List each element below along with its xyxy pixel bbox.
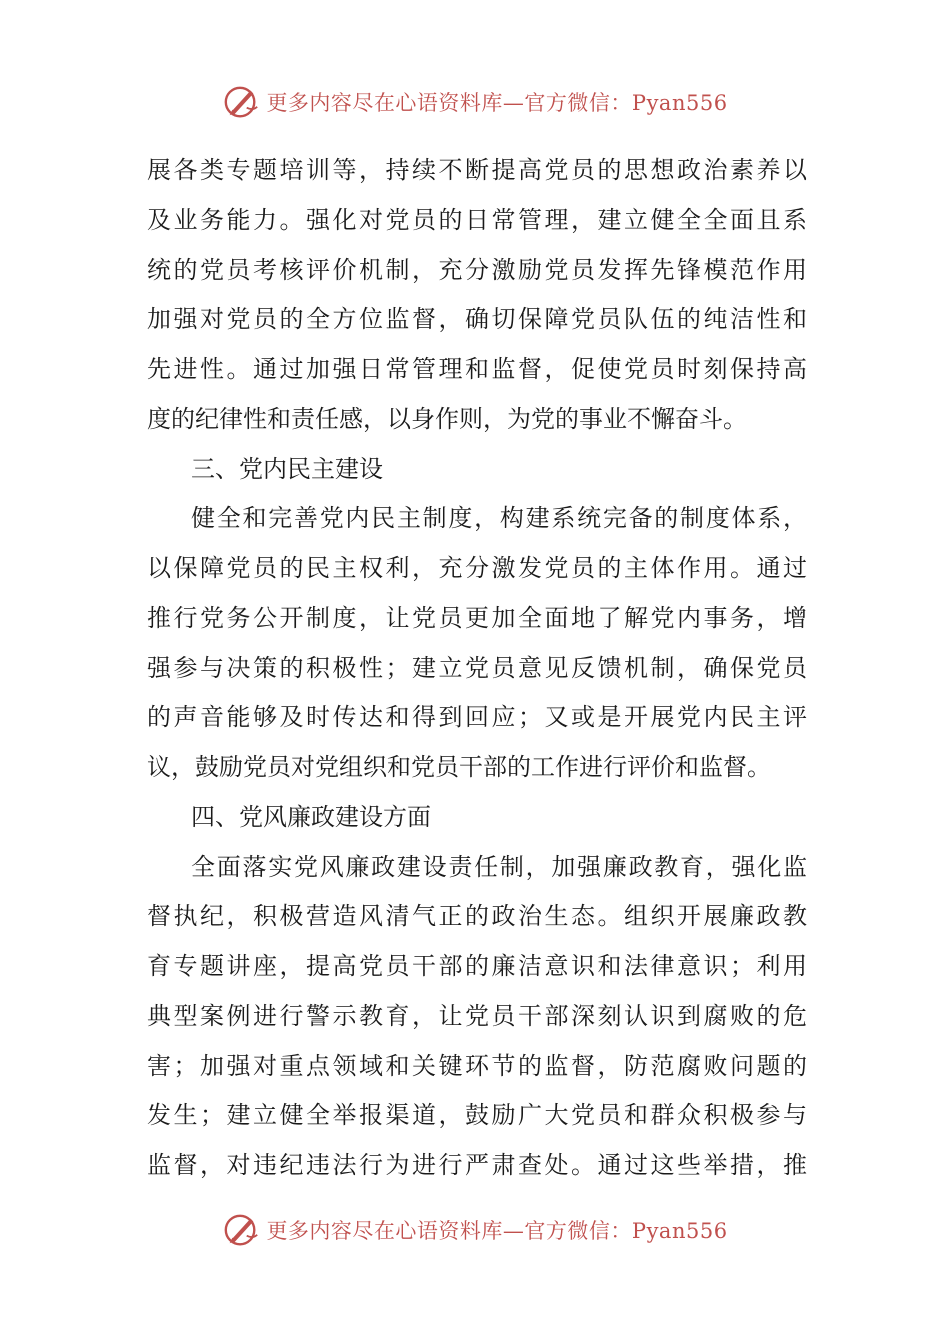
document-body (147, 146, 807, 1191)
body-line: 发生；建立健全举报渠道，鼓励广大党员和群众积极参与 (147, 1101, 807, 1130)
body-line: 害；加强对重点领域和关键环节的监督，防范腐败问题的 (147, 1051, 807, 1080)
body-line: 推行党务公开制度，让党员更加全面地了解党内事务，增 (147, 603, 807, 632)
body-line: 育专题讲座，提高党员干部的廉洁意识和法律意识；利用 (147, 952, 807, 980)
footer-watermark-banner (0, 1208, 950, 1252)
section-heading: 四、党风廉政建设方面 (191, 802, 431, 831)
body-line: 加强对党员的全方位监督，确切保障党员队伍的纯洁性和 (147, 305, 807, 334)
pen-circle-logo-icon (222, 1211, 260, 1249)
body-line: 展各类专题培训等，持续不断提高党员的思想政治素养以 (147, 156, 807, 184)
body-line: 统的党员考核评价机制，充分激励党员发挥先锋模范作用 (147, 255, 807, 284)
body-line: 议，鼓励党员对党组织和党员干部的工作进行评价和监督。 (147, 753, 771, 781)
section-heading: 三、党内民主建设 (191, 454, 383, 483)
body-line: 典型案例进行警示教育，让党员干部深刻认识到腐败的危 (147, 1001, 807, 1030)
header-watermark-text: 更多内容尽在心语资料库—官方微信：Pyan556 (266, 91, 728, 115)
body-line: 督执纪，积极营造风清气正的政治生态。组织开展廉政教 (147, 902, 807, 931)
body-line: 健全和完善党内民主制度，构建系统完备的制度体系， (191, 504, 807, 533)
body-line: 全面落实党风廉政建设责任制，加强廉政教育，强化监 (191, 852, 807, 881)
body-line: 强参与决策的积极性；建立党员意见反馈机制，确保党员 (147, 653, 807, 682)
body-line: 先进性。通过加强日常管理和监督，促使党员时刻保持高 (147, 355, 807, 383)
body-line: 及业务能力。强化对党员的日常管理，建立健全全面且系 (147, 205, 807, 234)
body-line: 以保障党员的民主权利，充分激发党员的主体作用。通过 (147, 554, 807, 582)
body-line: 监督，对违纪违法行为进行严肃查处。通过这些举措，推 (147, 1151, 807, 1179)
body-line: 度的纪律性和责任感，以身作则，为党的事业不懈奋斗。 (147, 404, 747, 433)
pen-circle-logo-icon (222, 83, 260, 121)
header-watermark-banner (0, 80, 950, 124)
footer-watermark-text: 更多内容尽在心语资料库—官方微信：Pyan556 (266, 1219, 728, 1243)
body-line: 的声音能够及时传达和得到回应；又或是开展党内民主评 (147, 703, 807, 732)
